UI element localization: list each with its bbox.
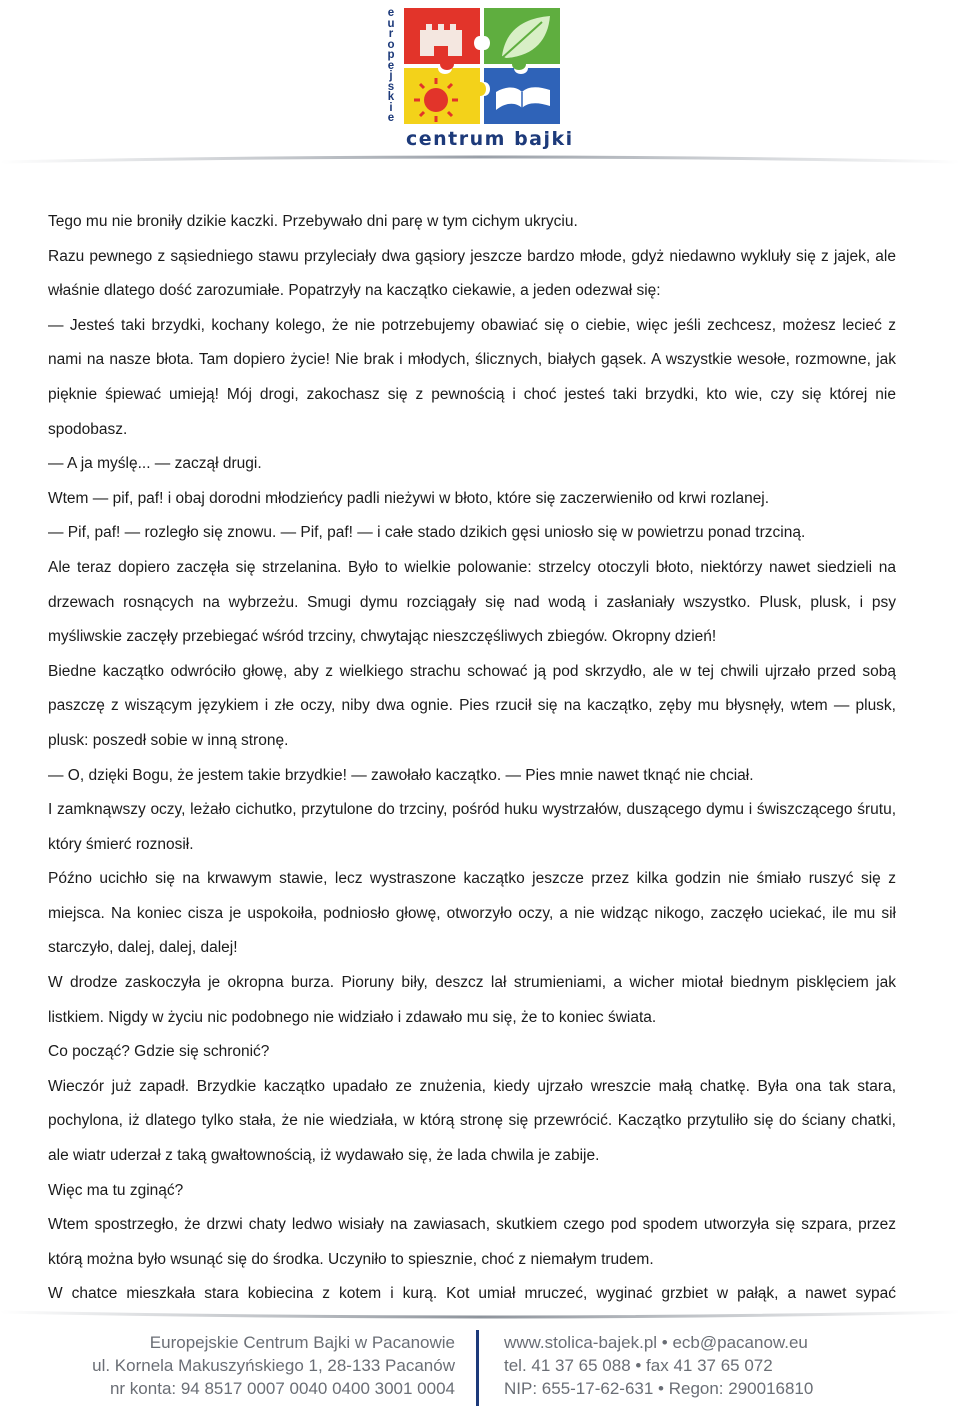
paragraph: Wtem spostrzegło, że drzwi chaty ledwo wisiały na zawiasach, skutkiem czego pod spodem utworzyła się szpara, przez którą można było wsunąć się do środka. Uczyniło to spiesznie, choć z niemałym trudem.: [48, 1216, 896, 1268]
paragraph: Tego mu nie broniły dzikie kaczki. Przebywało dni parę w tym cichym ukryciu.: [48, 213, 578, 230]
paragraph: I zamknąwszy oczy, leżało cichutko, przytulone do trzciny, pośród huku wystrzałów, duszącego dymu i świszczącego śrutu, który śmierć roznosił.: [48, 801, 896, 853]
paragraph: W chatce mieszkała stara kobiecina z kotem i kurą. Kot umiał mruczeć, wyginać grzbiet w pałąk, a nawet sypać: [48, 1285, 896, 1303]
paragraph: Wieczór już zapadł. Brzydkie kaczątko upadało ze znużenia, kiedy ujrzało wreszcie małą chatkę. Była ona tak stara, pochylona, iż dlatego tylko stała, że nie wiedziała, w którą stronę się przewrócić. Kaczątko przytuliło się do ściany chatki, ale wiatr uderzał z taką gwałtownością, iż wydawało się, że lada chwila je zabije.: [48, 1077, 896, 1165]
footer-divider: [0, 1310, 960, 1324]
header-divider: [0, 150, 960, 164]
footer-separator: [476, 1330, 479, 1406]
paragraph: Więc ma tu zginąć?: [48, 1181, 184, 1199]
logo-vertical-text: e u r o p e j s k i e: [387, 7, 395, 124]
footer-account: nr konta: 94 8517 0007 0040 0400 3001 0004: [109, 1379, 455, 1398]
paragraph: Późno ucichło się na krwawym stawie, lecz wystraszone kaczątko jeszcze przez kilka godzin nie śmiało ruszyć się z miejsca. Na koniec cisza je uspokoiła, podniosło głowę, otworzyło oczy, a nie widząc nikogo, zaczęło uciekać, ile mu sił starczyło, dalej, dalej, dalej!: [48, 870, 896, 957]
logo: [384, 6, 584, 152]
story-text: [48, 205, 896, 1312]
footer-nip-regon: NIP: 655-17-62-631 • Regon: 290016810: [504, 1379, 814, 1398]
paragraph: Biedne kaczątko odwróciło głowę, aby z wielkiego strachu schować ją pod skrzydło, ale w tej chwili ujrzało przed sobą paszczę z wiszącym językiem i złe oczy, niby dwa ognie. Pies rzucił się na kaczątko, zęby mu błysnęły, wtem — plusk, plusk: poszedł sobie w inną stronę.: [48, 662, 896, 749]
paragraph: — O, dzięki Bogu, że jestem takie brzydkie! — zawołało kaczątko. — Pies mnie nawet tknąć nie chciał.: [48, 766, 754, 784]
paragraph: — A ja myślę... — zaczął drugi.: [48, 455, 262, 473]
paragraph: Razu pewnego z sąsiedniego stawu przyleciały dwa gąsiory jeszcze bardzo młode, gdyż niedawno wykluły się z jajek, ale właśnie dlatego dość zarozumiałe. Popatrzyły na kaczątko ciekawie, a jeden odezwał się:: [48, 247, 896, 300]
footer-phone-fax: tel. 41 37 65 088 • fax 41 37 65 072: [504, 1356, 773, 1375]
footer-web-email[interactable]: www.stolica-bajek.pl • ecb@pacanow.eu: [504, 1333, 808, 1352]
paragraph: — Jesteś taki brzydki, kochany kolego, że nie potrzebujemy obawiać się o ciebie, więc jeśli zechcesz, możesz lecieć z nami na nasze błota. Tam dopiero życie! Nie brak i młodych, ślicznych, białych gąsek. A wszystkie wesołe, rozmowne, jak pięknie śpiewać umieją! Mój drogi, zakochasz się z pewnością i choć jesteś taki brzydki, kto wie, czy się której nie spodobasz.: [48, 316, 896, 438]
paragraph: — Pif, paf! — rozległo się znowu. — Pif, paf! — i całe stado dzikich gęsi uniosło się w powietrzu ponad trzciną.: [48, 524, 806, 542]
paragraph: W drodze zaskoczyła je okropna burza. Pioruny biły, deszcz lał strumieniami, a wicher miotał biednym pisklęciem jak listkiem. Nigdy w życiu nic podobnego nie widziało i zdawało mu się, że to koniec świata.: [48, 974, 896, 1026]
footer-org-name: Europejskie Centrum Bajki w Pacanowie: [149, 1333, 455, 1352]
paragraph: Co począć? Gdzie się schronić?: [48, 1043, 270, 1061]
paragraph: Wtem — pif, paf! i obaj dorodni młodzieńcy padli nieżywi w błoto, które się zaczerwieniło od krwi rozlanej.: [48, 489, 770, 507]
paragraph: Ale teraz dopiero zaczęła się strzelanina. Było to wielkie polowanie: strzelcy otoczyli błoto, niektórzy nawet siedzieli na drzewach rosnących na wybrzeżu. Smugi dymu rozciągały się nad wodą i zasłaniały wszystko. Plusk, plusk, i psy myśliwskie zaczęły przebiegać wśród trzciny, chwytając nieszczęśliwych zbiegów. Okropny dzień!: [48, 558, 896, 646]
logo-text: centrum bajki: [406, 128, 574, 150]
footer-address: [92, 1331, 455, 1400]
footer-contact: [504, 1331, 813, 1400]
puzzle-logo-icon: [402, 6, 562, 126]
footer-street: ul. Kornela Makuszyńskiego 1, 28-133 Pacanów: [92, 1356, 455, 1375]
